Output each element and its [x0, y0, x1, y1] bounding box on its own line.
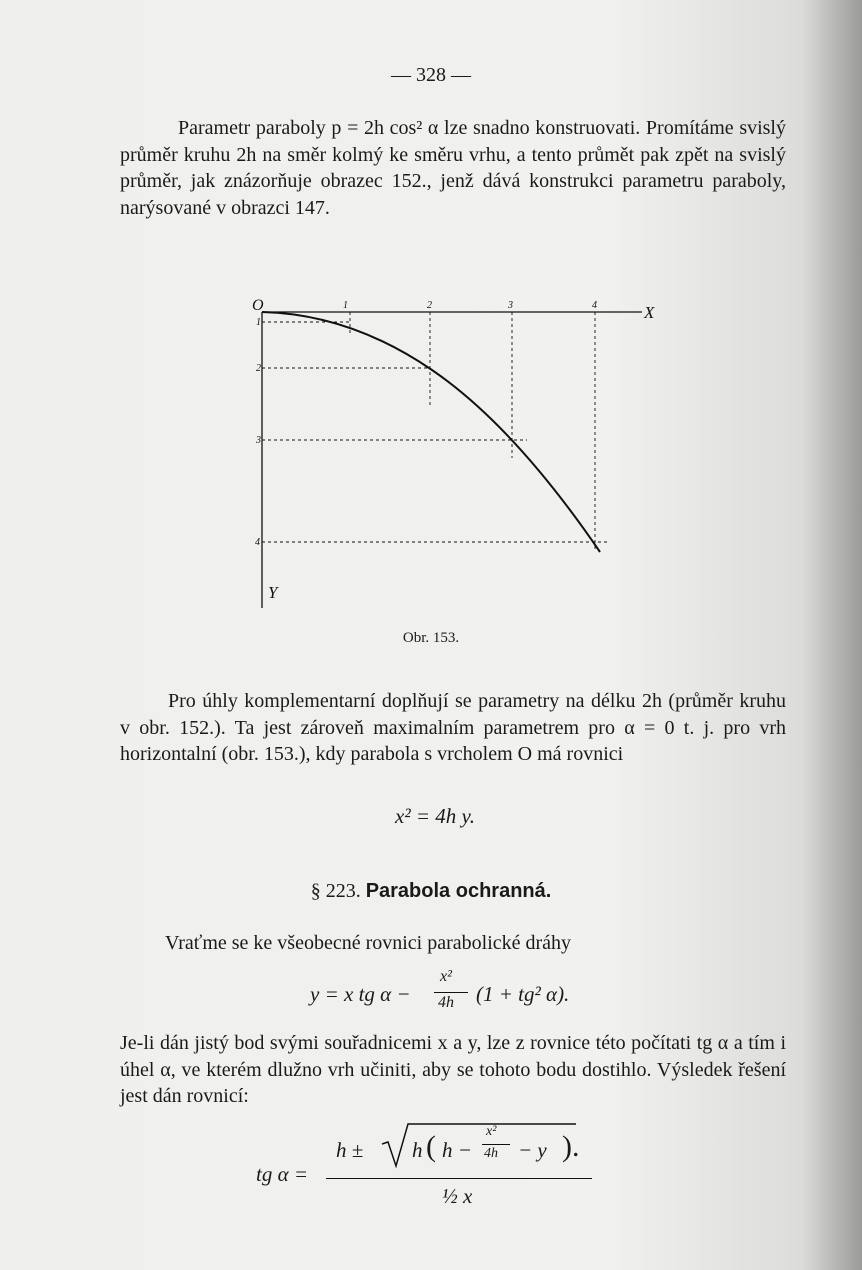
y-tick-3: 3 — [256, 435, 261, 446]
equation-tan-alpha — [256, 1122, 616, 1214]
eq3-paren-right: ). — [562, 1130, 580, 1163]
eq3-radicand-h: h — [412, 1138, 423, 1162]
y-axis-label: Y — [268, 583, 278, 602]
x-tick-4: 4 — [592, 300, 597, 311]
eq3-inner-num: x² — [486, 1124, 497, 1139]
paragraph-parameter: Parametr paraboly p = 2h cos² α lze snadno konstruovati. Promítáme svislý průměr kruhu 2h na směr kolmý ke směru vrhu, a tento průmět pak zpět na svislý průměr, jak znázorňuje obrazec 152., jenž dává konstrukci parametru paraboly, narýsované v obrazci 147. — [120, 117, 786, 219]
equation-vertex-parabola: x² = 4h y. — [395, 804, 475, 828]
eq3-num-left: h ± — [336, 1138, 364, 1162]
eq3-inner-minus: h − — [442, 1138, 472, 1162]
figure-caption: Obr. 153. — [402, 630, 460, 646]
eq3-lhs: tg α = — [256, 1162, 309, 1186]
paragraph-complementary: Pro úhly komplementarní doplňují se parametry na délku 2h (průměr kruhu v obr. 152.). Ta jest zároveň maximalním parametrem pro α = 0 t. j. pro vrh horizontalní (obr. 153.), kdy parabola s vrcholem O má rovnici — [120, 690, 786, 765]
y-tick-2: 2 — [256, 363, 261, 374]
section-heading — [0, 880, 862, 903]
eq3-inner-bar — [482, 1144, 510, 1145]
paragraph-solution: Je-li dán jistý bod svými souřadnicemi x a y, lze z rovnice této počítati tg α a tím i úhel α, ve kterém dlužno vrh učiniti, aby se tohoto bodu dostihlo. Výsledek řešení jest dán rovnicí: — [120, 1032, 786, 1107]
page-number: — 328 — — [391, 64, 471, 86]
eq3-main-frac-bar — [326, 1178, 592, 1179]
eq3-inner-tail: − y — [518, 1138, 547, 1162]
eq2-rhs: (1 + tg² α). — [476, 982, 570, 1006]
origin-label: O — [252, 297, 264, 314]
eq2-frac-bar — [434, 992, 468, 993]
parabola-curve — [262, 312, 600, 552]
section-title: Parabola ochranná. — [365, 880, 552, 902]
eq3-denominator: ½ x — [442, 1184, 473, 1208]
eq2-frac-den: 4h — [438, 994, 454, 1011]
x-tick-3: 3 — [508, 300, 513, 311]
section-number: § 223. — [310, 880, 361, 902]
eq2-frac-num: x² — [440, 968, 452, 985]
eq3-inner-den: 4h — [484, 1146, 498, 1161]
radical-sign — [380, 1122, 580, 1172]
eq3-paren-left: ( — [426, 1130, 436, 1163]
paragraph-return: Vraťme se ke všeobecné rovnici parabolické dráhy — [165, 932, 572, 954]
y-tick-1: 1 — [256, 317, 261, 328]
figure-153-parabola — [240, 290, 660, 620]
x-tick-2: 2 — [427, 300, 432, 311]
y-tick-4: 4 — [255, 537, 260, 548]
x-tick-1: 1 — [343, 300, 348, 311]
eq2-lhs: y = x tg α − — [310, 982, 411, 1006]
x-axis-label: X — [644, 303, 655, 322]
